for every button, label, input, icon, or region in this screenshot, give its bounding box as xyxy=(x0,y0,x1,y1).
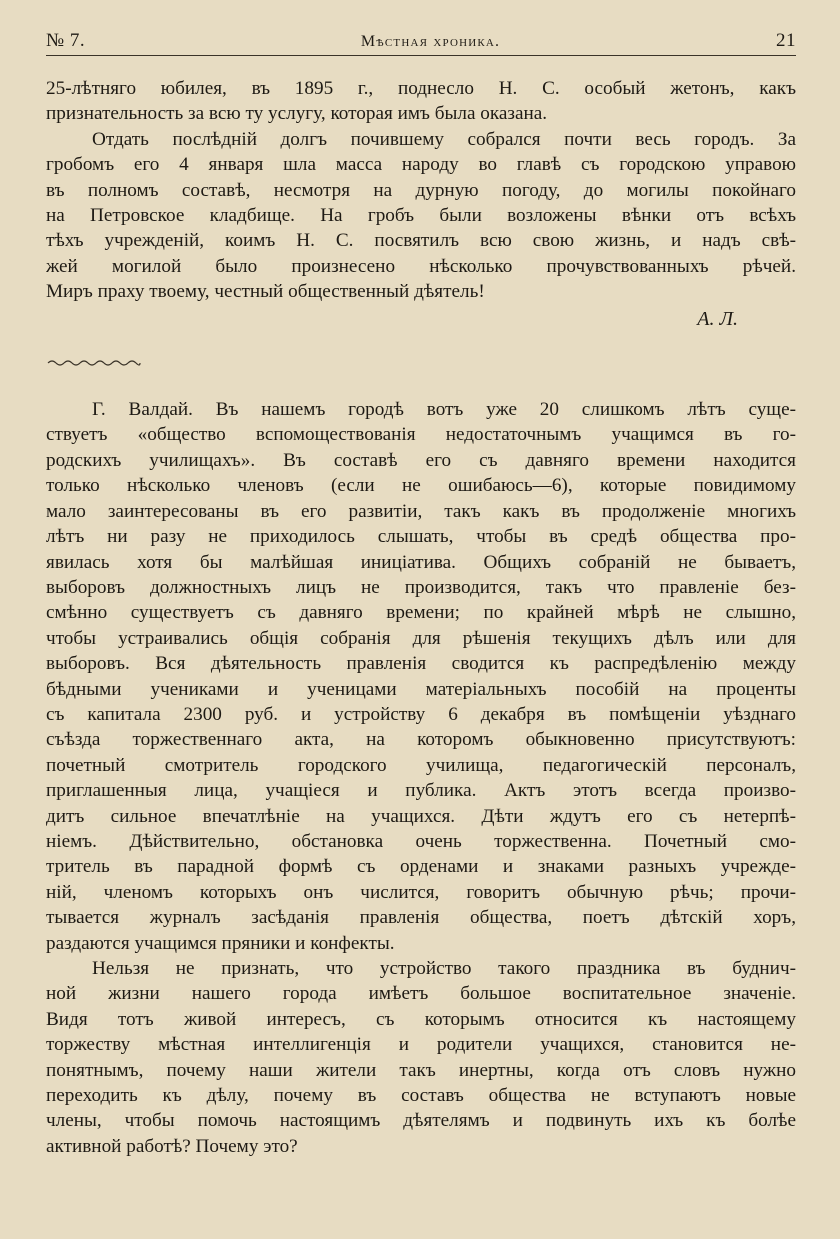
text-line: жей могилой было произнесено нѣсколько прочувствованныхъ рѣчей. xyxy=(46,255,796,277)
text-line: почетный смотритель городского училища, педагогическій персоналъ, xyxy=(46,754,796,776)
text-line: переходить къ дѣлу, почему въ составъ общества не вступаютъ новые xyxy=(46,1085,796,1107)
text-line: выборовъ. Вся дѣятельность правленія сводится къ распредѣленію между xyxy=(46,653,796,675)
text-line: съѣзда торжественнаго акта, на которомъ обыкновенно присутствуютъ: xyxy=(46,729,796,751)
text-line: Нельзя не признать, что устройство такого праздника въ буднич- xyxy=(92,958,796,979)
page xyxy=(46,30,796,1159)
text-line: смѣнно существуетъ съ давняго времени; по крайней мѣрѣ не слышно, xyxy=(46,602,796,624)
text-line: дитъ сильное впечатлѣніе на учащихся. Дѣти ждутъ его съ нетерпѣ- xyxy=(46,805,796,827)
author-signature: А. Л. xyxy=(697,307,738,330)
text-line: признательность за всю ту услугу, которая имъ была оказана. xyxy=(46,103,548,125)
text-line: торжеству мѣстная интеллигенція и родители учащихся, становится не- xyxy=(46,1034,796,1056)
text-line: Г. Валдай. Въ нашемъ городѣ вотъ уже 20 слишкомъ лѣтъ суще- xyxy=(92,399,796,421)
text-line: понятнымъ, почему наши жители такъ инертны, когда отъ словъ нужно xyxy=(46,1059,796,1081)
text-line: ствуетъ «общество вспомоществованія недостаточнымъ учащимся въ го- xyxy=(46,424,796,446)
text-line: приглашенныя лица, учащіеся и публика. Актъ этотъ всегда произво- xyxy=(46,780,796,802)
text-line: только нѣсколько членовъ (если не ошибаюсь—6), которые повидимому xyxy=(46,475,796,497)
text-line: ній, членомъ которыхъ онъ числится, говоритъ обычную рѣчь; прочи- xyxy=(46,881,796,903)
text-line: тритель въ парадной формѣ съ орденами и знаками разныхъ учрежде- xyxy=(46,856,796,878)
text-line: явилась хотя бы малѣйшая иниціатива. Общихъ собраній не бываетъ, xyxy=(46,551,796,573)
text-line: лѣтъ ни разу не приходилось слышать, чтобы въ средѣ общества про- xyxy=(46,526,796,548)
text-line: бѣдными учениками и ученицами матеріальныхъ пособій на проценты xyxy=(46,678,796,700)
text-line: чтобы устраивались общія собранія для рѣшенія текущихъ дѣлъ или для xyxy=(46,627,796,649)
text-line: родскихъ училищахъ». Въ составѣ его съ давняго времени находится xyxy=(46,449,796,471)
issue-number: № 7. xyxy=(46,30,86,51)
text-line: тывается журналъ засѣданія правленія общества, поетъ дѣтскій хоръ, xyxy=(46,907,796,929)
text-line: въ полномъ составѣ, несмотря на дурную погоду, до могилы покойнаго xyxy=(46,179,796,201)
text-line: на Петровское кладбище. На гробъ были возложены вѣнки отъ всѣхъ xyxy=(46,205,796,227)
text-line: выборовъ должностныхъ лицъ не производится, такъ что правленіе без- xyxy=(46,576,796,598)
text-line: съ капитала 2300 руб. и устройству 6 декабря въ помѣщеніи уѣзднаго xyxy=(46,703,796,725)
article-obituary xyxy=(46,76,796,332)
section-title: Мѣстная хроника. xyxy=(360,33,501,50)
article-valdai xyxy=(46,397,796,1159)
text-line: Отдать послѣдній долгъ почившему собрался почти весь городъ. За xyxy=(92,128,796,150)
page-number: 21 xyxy=(775,30,796,51)
wavy-divider xyxy=(46,358,142,368)
text-line: активной работѣ? Почему это? xyxy=(46,1135,298,1157)
text-line: члены, чтобы помочь настоящимъ дѣятелямъ и подвинуть ихъ къ болѣе xyxy=(46,1110,796,1132)
text-line: ніемъ. Дѣйствительно, обстановка очень торжественна. Почетный смо- xyxy=(46,830,796,852)
text-line: 25-лѣтняго юбилея, въ 1895 г., поднесло Н. С. особый жетонъ, какъ xyxy=(46,78,796,99)
text-line: мало заинтересованы въ его развитіи, такъ какъ въ продолженіе многихъ xyxy=(46,500,796,522)
text-line: тѣхъ учрежденій, коимъ Н. С. посвятилъ всю свою жизнь, и надъ свѣ- xyxy=(46,230,796,252)
text-line: Видя тотъ живой интересъ, съ которымъ относится къ настоящему xyxy=(46,1008,796,1030)
running-head xyxy=(46,30,796,56)
text-line: Миръ праху твоему, честный общественный дѣятель! xyxy=(46,281,485,303)
text-line: раздаются учащимся пряники и конфекты. xyxy=(46,932,395,954)
text-line: ной жизни нашего города имѣетъ большое воспитательное значеніе. xyxy=(46,983,796,1005)
text-line: гробомъ его 4 января шла масса народу во главѣ съ городскою управою xyxy=(46,154,796,176)
